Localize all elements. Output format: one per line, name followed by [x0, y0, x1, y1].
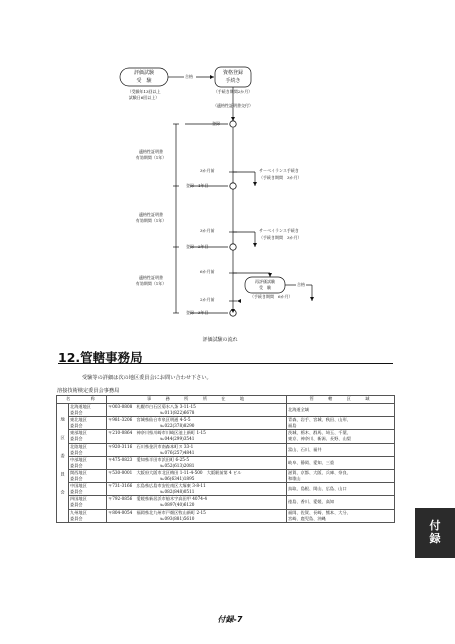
- month-6-before: 6か月前: [200, 269, 215, 274]
- street-address: 愛媛県新居浜市船木字高田甲 4074-4: [136, 496, 207, 502]
- phone-number: ℡011(822)6678: [160, 410, 195, 416]
- zip-code: 〒804-0054: [108, 509, 133, 515]
- office-name-line: 委員会: [70, 449, 83, 455]
- exam-box-label-2: 受 験: [136, 78, 152, 84]
- street-address: 宮城県仙台市泉区明通 4-5-5: [136, 417, 191, 423]
- table-title: 溶接技術検定委員会事務局: [57, 388, 120, 394]
- office-name-line: 東部地区: [70, 430, 87, 436]
- office-name-line: 委員会: [70, 476, 83, 482]
- appendix-tab-char-2: 録: [429, 532, 441, 545]
- area-line: 岐阜、静岡、愛知、三重: [288, 459, 335, 465]
- zip-code: 〒981-3206: [108, 417, 133, 423]
- office-address: [107, 509, 287, 522]
- office-table: [56, 395, 395, 523]
- zip-code: 〒920-3116: [108, 443, 133, 449]
- street-address: 広島県広島市安佐南区大塚東 3-8-11: [136, 483, 206, 489]
- office-name-line: 東北地区: [70, 417, 87, 423]
- office-address: [107, 483, 287, 496]
- office-address: [107, 430, 287, 443]
- office-name-line: 委員会: [70, 462, 83, 468]
- registration-label: 登録: [212, 121, 220, 126]
- street-address: 神奈川県川崎市川崎区池上新町 1-15: [136, 430, 206, 436]
- office-name-line: 委員会: [70, 515, 83, 521]
- jurisdiction-area: [287, 417, 395, 430]
- registration-2y: 登録 2年目: [186, 244, 209, 249]
- zip-code: 〒003-0808: [108, 404, 133, 409]
- validity-2-line-1: 適格性証明書: [139, 212, 163, 217]
- header-area: 管 轄 区 域: [287, 396, 395, 404]
- reexam-box-label-2: 受 験: [259, 285, 271, 290]
- surveillance-1-period: （手続き期間 3か月）: [259, 175, 302, 180]
- street-address: 大阪府大阪市北区梅田 1-11-4-500 大阪駅前第 4 ビル: [136, 469, 242, 475]
- zip-code: 〒731-3166: [108, 483, 133, 489]
- validity-3-line-1: 適格性証明書: [139, 275, 163, 280]
- jurisdiction-area: [287, 404, 395, 417]
- area-line: 東京、神奈川、新潟、長野、山梨: [288, 436, 351, 442]
- phone-number: ℡052(613)2081: [160, 462, 195, 468]
- office-name-line: 北海道地区: [70, 404, 91, 409]
- registration-node: [230, 183, 236, 189]
- table-row: [57, 417, 395, 430]
- office-name-line: 委員会: [70, 502, 83, 508]
- office-name: [69, 430, 107, 443]
- office-address: [107, 404, 287, 417]
- phone-number: ℡0897(40)6120: [160, 502, 195, 508]
- validity-1-line-1: 適格性証明書: [139, 149, 163, 154]
- office-name: [69, 404, 107, 417]
- registration-1y: 登録 1年目: [186, 183, 209, 188]
- exam-box-label-1: 評価試験: [133, 70, 154, 76]
- appendix-tab-char-1: 付: [429, 519, 441, 533]
- area-line: 鳥取、島根、岡山、広島、山口: [288, 486, 347, 492]
- area-line: 徳島、香川、愛媛、高知: [288, 499, 335, 505]
- office-name: [69, 417, 107, 430]
- office-name-line: 北陸地区: [70, 443, 87, 449]
- phone-number: ℡082(848)0511: [160, 489, 195, 495]
- reexam-box-label-1: 再評価試験: [255, 279, 275, 284]
- jurisdiction-area: [287, 430, 395, 443]
- office-name: [69, 456, 107, 469]
- section-heading: [58, 347, 393, 364]
- area-line: 滋賀、京都、大阪、兵庫、奈良、: [288, 469, 351, 475]
- zip-code: 〒210-0864: [108, 430, 133, 436]
- street-address: 札幌市白石区菊水八条 3-11-15: [136, 404, 196, 409]
- street-address: 愛知県半田市浜田町 6-25-5: [136, 456, 189, 462]
- header-name: 名 称: [57, 396, 107, 404]
- office-name-line: 関西地区: [70, 469, 87, 475]
- area-line: 宮崎、鹿児島、沖縄: [288, 515, 326, 521]
- area-line: 福岡、佐賀、長崎、熊本、大分、: [288, 509, 351, 515]
- appendix-tab: [415, 508, 455, 558]
- area-line: 和歌山: [288, 476, 301, 482]
- validity-3-line-2: 有効期間（1年）: [135, 281, 167, 286]
- registration-node: [230, 121, 236, 127]
- office-address: [107, 417, 287, 430]
- jurisdiction-area: [287, 469, 395, 482]
- surveillance-2-period: （手続き期間 3か月）: [259, 235, 302, 240]
- month-3-before-1: 3か月前: [200, 168, 215, 173]
- office-name: [69, 443, 107, 456]
- phone-number: ℡06(6341)1895: [160, 476, 195, 482]
- certificate-issue: （適格性証明書交付）: [213, 103, 253, 108]
- registration-box-label-1: 資格登録: [222, 70, 243, 76]
- office-name-line: 委員会: [70, 410, 83, 416]
- reexam-period: （手続き期間 6か月）: [250, 294, 293, 299]
- street-address: 福岡県北九州市戸畑区牧山新町 2-15: [136, 509, 206, 515]
- month-2-before: 2か月前: [200, 297, 215, 302]
- phone-number: ℡093(881)5610: [160, 515, 195, 521]
- area-line: 北海道全域: [288, 407, 309, 413]
- street-address: 石川県金沢市南森本町ヌ 33-1: [136, 443, 194, 449]
- table-row: [57, 469, 395, 482]
- region-label: 地区委員会: [57, 404, 69, 523]
- registration-period: （手続き期間2か月）: [213, 89, 253, 94]
- validity-2-line-2: 有効期間（1年）: [135, 218, 167, 223]
- area-line: 福島: [288, 423, 297, 429]
- table-row: [57, 404, 395, 417]
- jurisdiction-area: [287, 443, 395, 456]
- zip-code: 〒530-0001: [108, 469, 133, 475]
- office-name: [69, 509, 107, 522]
- zip-code: 〒792-0856: [108, 496, 133, 502]
- area-line: 茨城、栃木、群馬、埼玉、千葉、: [288, 430, 351, 436]
- jurisdiction-area: [287, 509, 395, 522]
- pass-label: 合格: [185, 74, 193, 79]
- flowchart-caption: 評価試験の流れ: [202, 337, 238, 343]
- office-name-line: 九州地区: [70, 509, 87, 515]
- table-row: [57, 509, 395, 522]
- office-address: [107, 456, 287, 469]
- office-address: [107, 469, 287, 482]
- table-row: [57, 496, 395, 509]
- registration-node: [230, 244, 236, 250]
- office-name: [69, 496, 107, 509]
- office-address: [107, 443, 287, 456]
- validity-1-line-2: 有効期間（1年）: [135, 155, 167, 160]
- jurisdiction-area: [287, 456, 395, 469]
- office-name-line: 中部地区: [70, 456, 87, 462]
- phone-number: ℡076(257)4841: [160, 449, 195, 455]
- exam-note-2: 試験日6回以上）: [128, 95, 160, 100]
- area-line: 富山、石川、福井: [288, 446, 322, 452]
- table-row: [57, 456, 395, 469]
- jurisdiction-area: [287, 483, 395, 496]
- table-row: [57, 483, 395, 496]
- page-number: 付録-7: [217, 615, 243, 624]
- month-3-before-2: 3か月前: [200, 228, 215, 233]
- table-row: [57, 430, 395, 443]
- exam-note-1: （受験年13回以上: [127, 89, 161, 94]
- office-name-line: 委員会: [70, 423, 83, 429]
- phone-number: ℡022(378)8290: [160, 423, 195, 429]
- zip-code: 〒475-0823: [108, 456, 133, 462]
- office-name-line: 委員会: [70, 489, 83, 495]
- office-name: [69, 469, 107, 482]
- surveillance-1-title: サーベイランス手続き: [259, 168, 299, 173]
- surveillance-2-title: サーベイランス手続き: [259, 228, 299, 233]
- office-name-line: 中国地区: [70, 483, 87, 489]
- section-number: 12.: [58, 350, 81, 365]
- section-title: 管轄事務局: [80, 350, 143, 365]
- intro-text: 受験等の詳細は次の地区委員会にお問い合わせ下さい。: [82, 375, 212, 381]
- pass-label-2: 合格: [297, 282, 305, 287]
- phone-number: ℡044(299)3541: [160, 436, 195, 442]
- jurisdiction-area: [287, 496, 395, 509]
- header-address: 事 務 所 所 在 地: [107, 396, 287, 404]
- area-line: 青森、岩手、宮城、秋田、山形、: [288, 417, 351, 423]
- office-name-line: 委員会: [70, 436, 83, 442]
- office-address: [107, 496, 287, 509]
- table-header-row: [57, 396, 395, 404]
- office-name-line: 四国地区: [70, 496, 87, 502]
- office-name: [69, 483, 107, 496]
- registration-3y: 登録 3年目: [186, 310, 209, 315]
- registration-box-label-2: 手続き: [225, 78, 241, 84]
- table-row: [57, 443, 395, 456]
